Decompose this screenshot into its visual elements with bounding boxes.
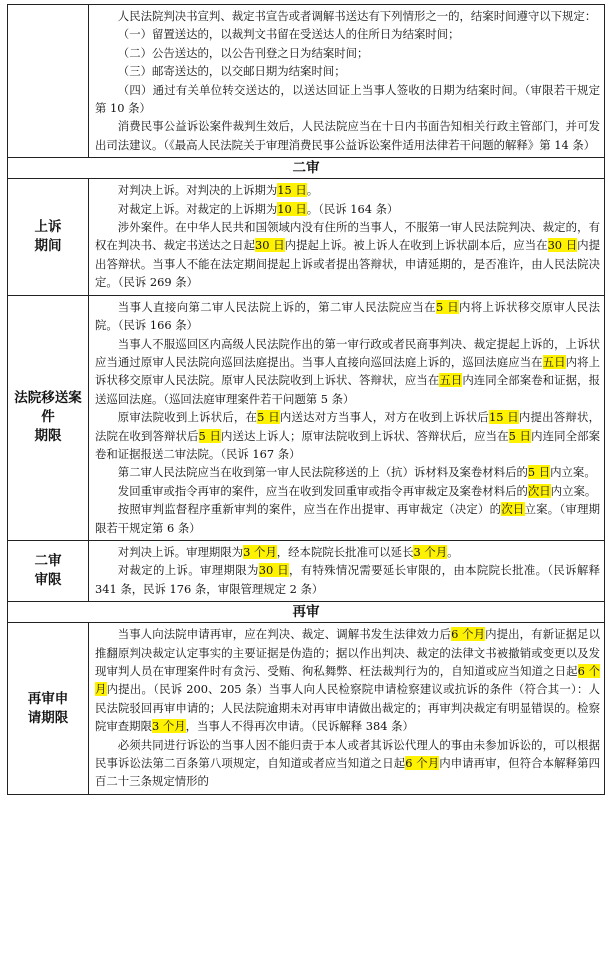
highlighted-deadline: 30 日: [255, 238, 285, 253]
text-run: 内提出。（民诉 200、205 条）当事人向人民检察院申请检察建议或抗诉的条件（符合其一）：人民法院驳回再审申请的；人民法院逾期未对再审申请做出裁定的；再审判决裁定有明显错误的。检察院审查期限: [95, 682, 600, 734]
paragraph: [95, 408, 600, 463]
highlighted-deadline: 30 日: [547, 238, 578, 253]
paragraph: [95, 625, 600, 735]
transfer-period-row: [8, 295, 605, 540]
highlighted-deadline: 6 个月: [405, 756, 440, 771]
text-run: 第二审人民法院应当在收到第一审人民法院移送的上（抗）诉材料及案卷材料后的: [117, 465, 528, 480]
text-run: 内连同全部案卷和证据报送二审法院。（民诉 167 条）: [95, 428, 600, 461]
paragraph: [95, 736, 600, 791]
row-label-line: 审限: [34, 572, 62, 589]
text-run: 当事人不服巡回区内高级人民法院作出的第一审行政或者民商事判决、裁定提起上诉的，上诉状应当通过原审人民法院向巡回法庭提出。当事人直接向巡回法庭上诉的，巡回法庭应当在: [95, 336, 600, 369]
text-run: 当事人向法院申请再审，应在判决、裁定、调解书发生法律效力后: [117, 627, 452, 642]
highlighted-deadline: 3 个月: [243, 544, 277, 559]
row-label-line: 请期限: [27, 709, 69, 726]
highlighted-deadline: 3 个月: [151, 719, 186, 734]
intro-label-cell: [8, 5, 89, 158]
row-label-line: 再审申: [27, 690, 69, 707]
text-run: （一）留置送达的，以裁判文书留在受送达人的住所日为结案时间；: [117, 27, 460, 42]
paragraph: [95, 218, 600, 292]
text-run: 对裁定的上诉。审理期限为: [117, 563, 259, 578]
text-run: 内提出答辩状。当事人不能在法定期间提起上诉或者提出答辩状，申请延期的，是否准许，由人民法院决定。（民诉 269 条）: [95, 238, 600, 290]
paragraph: [95, 44, 600, 62]
document-page: [7, 4, 605, 795]
highlighted-deadline: 6 个月: [95, 664, 600, 697]
highlighted-deadline: 5 日: [198, 428, 222, 443]
text-run: 内将上诉状移交原审人民法院。原审人民法院收到上诉状、答辩状，应当在: [95, 354, 600, 388]
trial-period-content-cell: [89, 540, 605, 601]
paragraph: [95, 181, 600, 199]
text-run: 。: [306, 183, 319, 198]
text-run: ，当事人不得再次申请。（民诉解释 384 条）: [185, 719, 414, 734]
highlighted-deadline: 5 日: [435, 299, 459, 314]
paragraph: [95, 500, 600, 537]
highlighted-deadline: 10 日: [277, 201, 307, 216]
highlighted-deadline: 次日: [501, 502, 525, 517]
text-run: 必须共同进行诉讼的当事人因不能归责于本人或者其诉讼代理人的事由未参加诉讼的，可以根据民事诉讼法第二百条第八项规定，自知道或者应当知道之日起: [95, 737, 600, 771]
text-run: 。: [447, 544, 459, 559]
text-run: 内立案。: [550, 465, 596, 480]
section-header-row: [8, 158, 605, 179]
text-run: 内提出，有新证据足以推翻原判决裁定认定事实的主要证据是伪造的；据以作出判决、裁定的法律文书被撤销或变更以及发现审判人员在审理案件时有贪污、受贿、徇私舞弊、枉法裁判行为的，自知道或应当知道之日起: [95, 627, 600, 678]
text-run: 对判决上诉。审理期限为: [117, 544, 244, 559]
intro-content-cell: [89, 5, 605, 158]
text-run: 原审法院收到上诉状后，在: [117, 410, 258, 425]
text-run: 内将上诉状移交原审人民法院。（民诉 166 条）: [95, 299, 600, 333]
intro-row: [8, 5, 605, 158]
highlighted-deadline: 15 日: [277, 183, 307, 198]
paragraph: [95, 298, 600, 335]
appeal-period-content-cell: [89, 179, 605, 295]
paragraph: [95, 200, 600, 218]
row-label-trial-period: [8, 540, 89, 601]
text-run: 内提起上诉。被上诉人在收到上诉状副本后，应当在: [284, 238, 548, 253]
text-run: 。（民诉 164 条）: [306, 201, 399, 216]
text-run: 内送达对方当事人，对方在收到上诉状后: [279, 410, 489, 425]
transfer-period-content-cell: [89, 295, 605, 540]
text-run: 发回重审或指令再审的案件，应当在收到发回重审或指令再审裁定及案卷材料后的: [117, 483, 528, 498]
text-run: 内立案。: [550, 483, 597, 498]
highlighted-deadline: 15 日: [488, 410, 519, 425]
text-run: ，经本院院长批准可以延长: [276, 544, 414, 559]
text-run: 对裁定上诉。对裁定的上诉期为: [117, 201, 278, 216]
text-run: 对判决上诉。对判决的上诉期为: [117, 183, 278, 198]
paragraph: [95, 117, 600, 154]
highlighted-deadline: 3 个月: [413, 544, 448, 559]
text-run: 涉外案件。在中华人民共和国领域内没有住所的当事人，不服第一审人民法院判决、裁定的，有权在判决书、裁定书送达之日起: [95, 220, 600, 253]
text-run: （四）通过有关单位转交送达的，以送达回证上当事人签收的日期为结案时间。（审限若干规定第 10 条）: [95, 82, 600, 116]
retrial-period-row: [8, 623, 605, 795]
text-run: （二）公告送达的，以公告刊登之日为结案时间；: [117, 45, 369, 60]
text-run: 立案。（审理期限若干规定第 6 条）: [95, 502, 600, 535]
section-title-retrial: 再审: [8, 602, 605, 623]
text-run: 内送达上诉人；原审法院收到上诉状、答辩状后，应当在: [221, 428, 509, 443]
row-label-retrial-period: [8, 623, 89, 795]
row-label-line: 上诉: [34, 218, 62, 235]
text-run: 内提出答辩状，法院在收到答辩状后: [95, 410, 600, 443]
text-run: 内连同全部案卷和证据，报送巡回法庭。（巡回法庭审理案件若干问题第 5 条）: [95, 373, 600, 406]
text-run: 内申请再审，但符合本解释第四百二十三条规定情形的: [95, 756, 600, 789]
text-run: 按照审判监督程序重新审判的案件，应当在作出提审、再审裁定（决定）的: [117, 502, 502, 517]
text-run: 当事人直接向第二审人民法院上诉的，第二审人民法院应当在: [117, 299, 436, 314]
regulation-table: [7, 4, 605, 795]
paragraph: [95, 62, 600, 80]
paragraph: [95, 561, 600, 598]
text-run: （三）邮寄送达的，以交邮日期为结案时间；: [117, 64, 346, 79]
paragraph: [95, 335, 600, 409]
paragraph: [95, 25, 600, 43]
paragraph: [95, 463, 600, 481]
row-label-appeal-period: [8, 179, 89, 295]
paragraph: [95, 482, 600, 500]
trial-period-row: [8, 540, 605, 601]
appeal-period-row: [8, 179, 605, 295]
retrial-period-content-cell: [89, 623, 605, 795]
paragraph: [95, 543, 600, 561]
section-title-second-instance: 二审: [8, 158, 605, 179]
highlighted-deadline: 5 日: [527, 465, 551, 480]
text-run: ，有特殊情况需要延长审限的，由本院院长批准。（民诉解释 341 条，民诉 176 条，审限管理规定 2 条）: [95, 563, 600, 596]
highlighted-deadline: 5 日: [508, 428, 532, 443]
text-run: 人民法院判决书宣判、裁定书宣告或者调解书送达有下列情形之一的，结案时间遵守以下规定：: [117, 9, 597, 23]
text-run: 消费民事公益诉讼案件裁判生效后，人民法院应当在十日内书面告知相关行政主管部门，并可发出司法建议。（《最高人民法院关于审理消费民事公益诉讼案件适用法律若干问题的解释》第 14 条）: [95, 119, 600, 152]
row-label-line: 法院移送案件: [14, 390, 82, 426]
paragraph: [95, 81, 600, 118]
row-label-line: 二审: [34, 553, 62, 570]
highlighted-deadline: 次日: [527, 483, 551, 498]
row-label-line: 期间: [34, 237, 62, 254]
row-label-transfer-period: [8, 295, 89, 540]
highlighted-deadline: 5 日: [257, 410, 280, 425]
highlighted-deadline: 30 日: [258, 563, 289, 578]
section-header-row: [8, 602, 605, 623]
row-label-line: 期限: [34, 428, 62, 445]
highlighted-deadline: 五日: [542, 354, 566, 369]
highlighted-deadline: 6 个月: [451, 627, 486, 642]
paragraph: [95, 7, 600, 25]
highlighted-deadline: 五日: [439, 373, 463, 388]
